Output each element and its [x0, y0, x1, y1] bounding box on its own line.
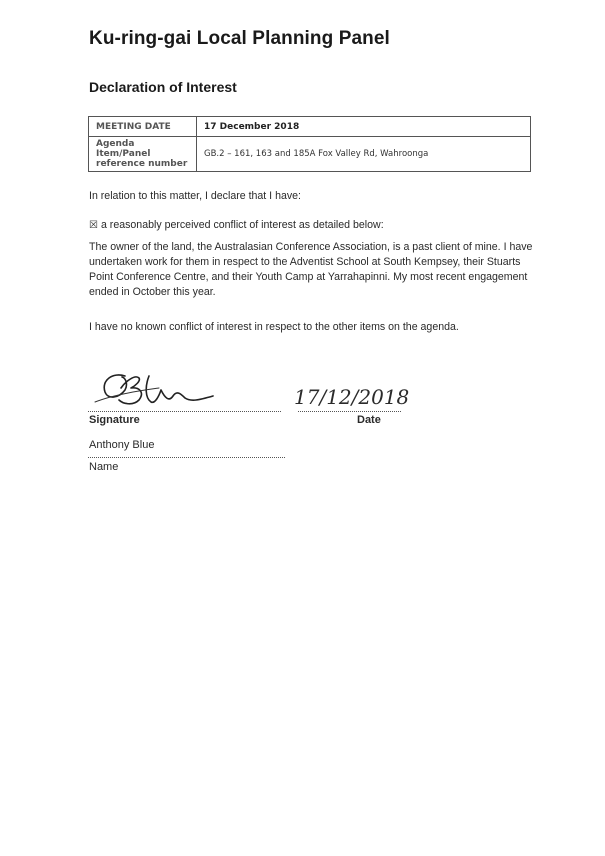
agenda-item-label: Agenda Item/Panel reference number	[89, 137, 197, 172]
name-label: Name	[89, 461, 119, 473]
meeting-info-table	[88, 116, 531, 172]
agenda-item-value: GB.2 – 161, 163 and 185A Fox Valley Rd, Wahroonga	[197, 137, 531, 172]
meeting-date-value: 17 December 2018	[197, 117, 531, 137]
checked-box-icon: ☒	[89, 220, 98, 231]
signature-line	[88, 411, 281, 412]
date-label: Date	[357, 414, 381, 426]
conflict-checkbox-text: a reasonably perceived conflict of interest as detailed below:	[100, 219, 384, 231]
document-subtitle: Declaration of Interest	[89, 79, 237, 95]
signature-label: Signature	[89, 414, 140, 426]
handwritten-date	[294, 382, 410, 412]
declaration-intro: In relation to this matter, I declare that I have:	[89, 190, 301, 202]
table-row	[89, 137, 531, 172]
handwritten-signature	[95, 368, 225, 412]
signatory-name: Anthony Blue	[89, 439, 155, 451]
handwritten-date-text: 17/12/2018	[294, 385, 410, 409]
meeting-date-label: MEETING DATE	[89, 117, 197, 137]
other-items-statement: I have no known conflict of interest in respect to the other items on the agenda.	[89, 321, 459, 333]
document-title: Ku-ring-gai Local Planning Panel	[89, 28, 390, 49]
conflict-checkbox-line	[89, 218, 539, 233]
date-line	[298, 411, 401, 412]
conflict-details: The owner of the land, the Australasian Conference Association, is a past client of mine. I have undertaken work for them in respect to the Adventist School at South Kempsey, their Stuarts Point Conference Centre, and their Youth Camp at Yarrahapinni. My most recent engagement ended in October this year.	[89, 241, 533, 298]
name-line	[88, 457, 285, 458]
table-row	[89, 117, 531, 137]
